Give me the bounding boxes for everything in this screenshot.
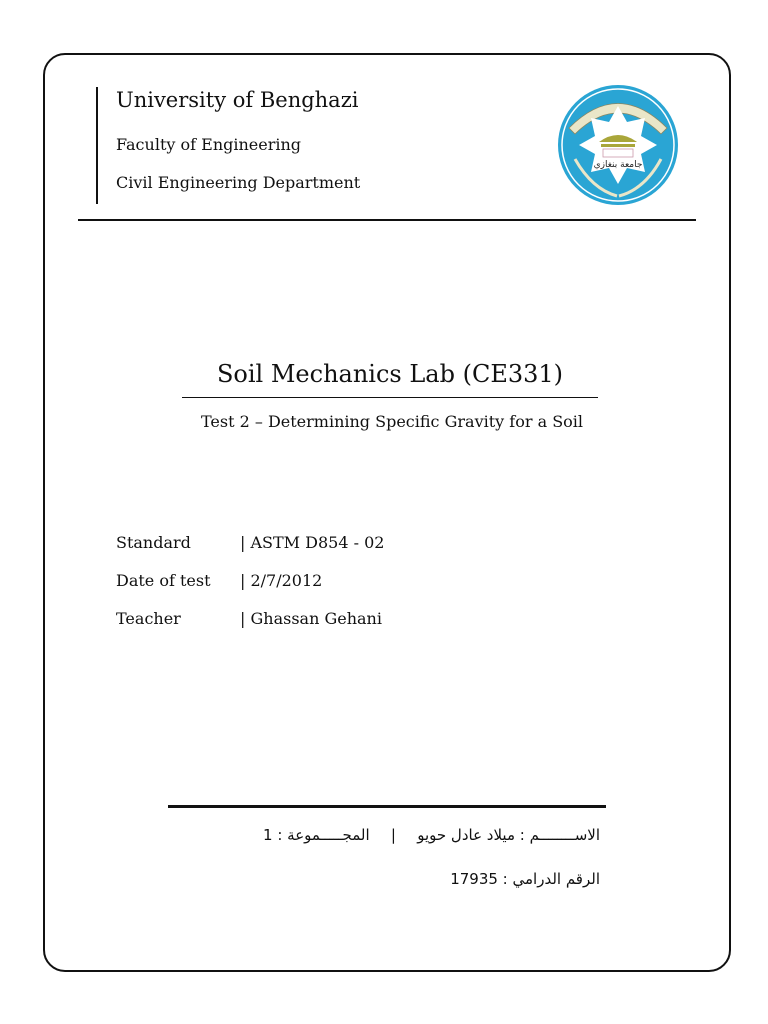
standard-value: | ASTM D854 - 02 [240,533,385,552]
student-group: المجـــــموعة : 1 [263,826,370,844]
date-label: Date of test [116,571,211,590]
header-vertical-rule [96,87,98,204]
separator: | [390,826,396,844]
department-name: Civil Engineering Department [116,173,361,192]
title-underline [182,397,598,398]
teacher-value: | Ghassan Gehani [240,609,382,628]
student-name: الاســــــــم : ميلاد عادل حويو [417,826,600,844]
faculty-name: Faculty of Engineering [116,135,302,154]
university-logo [557,84,679,206]
teacher-label: Teacher [116,609,181,628]
svg-text:جامعة بنغازي: جامعة بنغازي [593,160,643,170]
student-name-row [263,826,600,844]
student-divider [168,805,606,808]
standard-label: Standard [116,533,191,552]
header-divider [78,219,696,221]
date-value: | 2/7/2012 [240,571,323,590]
student-id: الرقم الدرامي : 17935 [450,870,600,888]
test-subtitle: Test 2 – Determining Specific Gravity for a Soil [200,412,584,431]
course-title: Soil Mechanics Lab (CE331) [216,360,564,388]
university-name: University of Benghazi [116,88,359,112]
